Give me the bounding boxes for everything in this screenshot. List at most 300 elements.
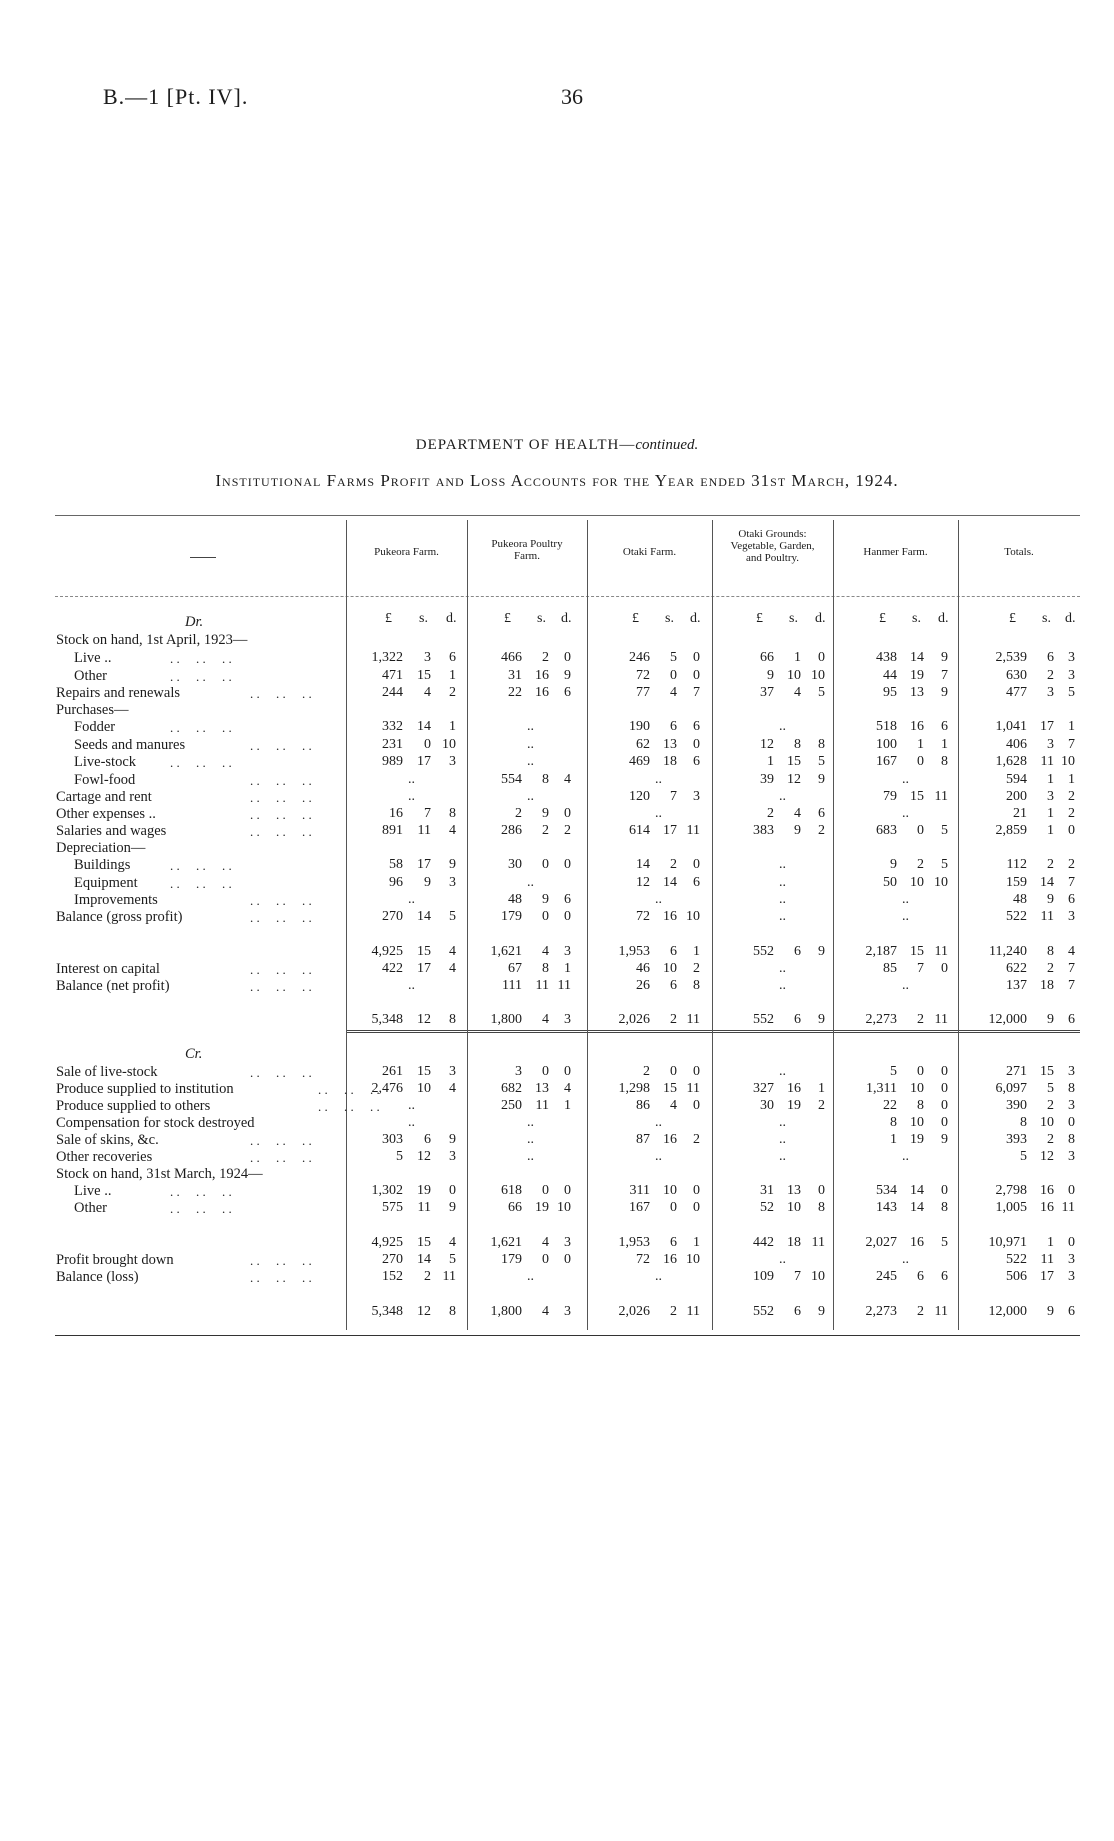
cell-pence: 8 <box>818 1200 825 1215</box>
cell-shillings: 0 <box>542 857 549 872</box>
cell-pounds: 5,348 <box>371 1012 403 1027</box>
unit-pence-2: d. <box>561 611 572 626</box>
cell-shillings: 2 <box>1047 857 1054 872</box>
leader-dots-balance_gross: . . . . . . <box>250 910 312 925</box>
cell-pence: 8 <box>818 737 825 752</box>
cell-pounds: 261 <box>382 1064 403 1079</box>
cell-shillings: 2 <box>542 650 549 665</box>
cell-pounds: 3 <box>515 1064 522 1079</box>
cell-pence: 3 <box>1068 1269 1075 1284</box>
leader-dots-sale_skins: . . . . . . <box>250 1133 312 1148</box>
cell-pounds: .. <box>527 719 534 734</box>
cell-pounds: 2,476 <box>371 1081 403 1096</box>
cell-shillings: 7 <box>424 806 431 821</box>
leader-dots-buildings: . . . . . . <box>170 858 232 873</box>
dr-total-rule-double <box>346 1032 1080 1033</box>
cell-shillings: 6 <box>794 1304 801 1319</box>
cell-shillings: 13 <box>663 737 677 752</box>
cell-pounds: .. <box>527 1149 534 1164</box>
cell-pounds: .. <box>655 1149 662 1164</box>
cell-pounds: 22 <box>508 685 522 700</box>
cell-pence: 3 <box>1068 650 1075 665</box>
cell-shillings: 16 <box>663 1132 677 1147</box>
cell-shillings: 4 <box>424 685 431 700</box>
cell-pounds: 2,273 <box>865 1304 897 1319</box>
cell-shillings: 3 <box>1047 685 1054 700</box>
cell-pence: 11 <box>686 1081 700 1096</box>
cell-pence: 2 <box>449 685 456 700</box>
column-rule-6 <box>958 520 959 1330</box>
cell-pounds: 120 <box>629 789 650 804</box>
cell-shillings: 19 <box>787 1098 801 1113</box>
cell-pounds: 66 <box>508 1200 522 1215</box>
cell-pounds: 86 <box>636 1098 650 1113</box>
cell-pounds: 552 <box>753 1304 774 1319</box>
cell-pence: 11 <box>686 823 700 838</box>
cell-pounds: .. <box>779 892 786 907</box>
label-dr: Dr. <box>185 614 204 630</box>
cell-pence: 0 <box>941 1098 948 1113</box>
unit-pence-4: d. <box>815 611 826 626</box>
cell-pounds: 2 <box>643 1064 650 1079</box>
cell-pence: 9 <box>818 1012 825 1027</box>
cell-pounds: 111 <box>502 978 522 993</box>
cell-pence: 0 <box>693 650 700 665</box>
column-rule-5 <box>833 520 834 1330</box>
cell-pence: 0 <box>1068 823 1075 838</box>
cell-pounds: 2,273 <box>865 1012 897 1027</box>
cell-pence: 6 <box>1068 1304 1075 1319</box>
cell-shillings: 13 <box>910 685 924 700</box>
cell-pounds: 31 <box>760 1183 774 1198</box>
cell-pounds: 506 <box>1006 1269 1027 1284</box>
department-title-continued: continued. <box>635 437 699 453</box>
cell-pence: 7 <box>941 668 948 683</box>
cell-shillings: 14 <box>417 719 431 734</box>
cell-pence: 0 <box>1068 1183 1075 1198</box>
cell-pounds: 552 <box>753 944 774 959</box>
leader-dots-live2: . . . . . . <box>170 1184 232 1199</box>
cell-pence: 1 <box>449 668 456 683</box>
unit-pounds-4: £ <box>756 611 763 626</box>
unit-pounds-3: £ <box>632 611 639 626</box>
label-fodder: Fodder <box>74 719 116 735</box>
cell-pence: 9 <box>449 1132 456 1147</box>
cell-shillings: 17 <box>417 961 431 976</box>
cell-shillings: 14 <box>910 650 924 665</box>
cell-pounds: 1,041 <box>995 719 1027 734</box>
cell-pounds: 522 <box>1006 1252 1027 1267</box>
label-live: Live .. <box>74 650 112 666</box>
cell-pounds: 989 <box>382 754 403 769</box>
cell-shillings: 8 <box>542 772 549 787</box>
cell-pence: 10 <box>442 737 456 752</box>
cell-pence: 11 <box>686 1304 700 1319</box>
cell-pounds: 1 <box>767 754 774 769</box>
cell-shillings: 2 <box>917 857 924 872</box>
label-stock_open: Stock on hand, 1st April, 1923— <box>56 632 248 648</box>
cell-pence: 9 <box>449 857 456 872</box>
unit-shillings-1: s. <box>419 611 428 626</box>
cell-pence: 11 <box>934 1012 948 1027</box>
label-produce_others: Produce supplied to others <box>56 1098 211 1114</box>
unit-pounds-6: £ <box>1009 611 1016 626</box>
label-compensation: Compensation for stock destroyed <box>56 1115 255 1131</box>
cell-pence: 5 <box>449 1252 456 1267</box>
leader-dots-livestock: . . . . . . <box>170 755 232 770</box>
cell-pounds: 438 <box>876 650 897 665</box>
cell-pounds: 683 <box>876 823 897 838</box>
cell-shillings: 1 <box>1047 823 1054 838</box>
cell-shillings: 6 <box>794 944 801 959</box>
label-buildings: Buildings <box>74 857 131 873</box>
cell-shillings: 0 <box>670 1200 677 1215</box>
cell-shillings: 6 <box>1047 650 1054 665</box>
cell-shillings: 12 <box>417 1149 431 1164</box>
cell-shillings: 10 <box>787 1200 801 1215</box>
label-fowlfood: Fowl-food <box>74 772 136 788</box>
cell-shillings: 2 <box>917 1012 924 1027</box>
cell-pounds: 21 <box>1013 806 1027 821</box>
cell-shillings: 11 <box>417 1200 431 1215</box>
cell-shillings: 19 <box>417 1183 431 1198</box>
label-balance_net: Balance (net profit) <box>56 978 170 994</box>
label-depreciation: Depreciation— <box>56 840 146 856</box>
cell-pence: 4 <box>449 1235 456 1250</box>
cell-pounds: 1,800 <box>490 1304 522 1319</box>
cell-shillings: 17 <box>417 754 431 769</box>
cell-pounds: 152 <box>382 1269 403 1284</box>
cell-pounds: 1,322 <box>371 650 403 665</box>
cell-pounds: 72 <box>636 909 650 924</box>
cell-pounds: .. <box>655 806 662 821</box>
cell-shillings: 1 <box>794 650 801 665</box>
label-purchases: Purchases— <box>56 702 129 718</box>
cell-pence: 0 <box>818 650 825 665</box>
cell-pounds: 179 <box>501 909 522 924</box>
cell-shillings: 2 <box>917 1304 924 1319</box>
cell-pence: 10 <box>686 909 700 924</box>
cell-pounds: 30 <box>508 857 522 872</box>
cell-pence: 8 <box>941 754 948 769</box>
cell-pounds: 112 <box>1006 857 1027 872</box>
label-other: Other <box>74 668 108 684</box>
cell-shillings: 2 <box>424 1269 431 1284</box>
cell-pence: 0 <box>941 961 948 976</box>
cell-pounds: 77 <box>636 685 650 700</box>
column-rule-3 <box>587 520 588 1330</box>
leader-dots-produce_inst: . . . . . . <box>318 1082 380 1097</box>
cell-pence: 7 <box>1068 875 1075 890</box>
leader-dots-improvements: . . . . . . <box>250 893 312 908</box>
cell-shillings: 13 <box>787 1183 801 1198</box>
cell-pounds: 2,539 <box>995 650 1027 665</box>
cell-pence: 6 <box>818 806 825 821</box>
cell-pounds: .. <box>408 892 415 907</box>
cell-pence: 10 <box>686 1252 700 1267</box>
cell-shillings: 16 <box>1040 1200 1054 1215</box>
cell-pounds: 327 <box>753 1081 774 1096</box>
department-title <box>0 437 1114 454</box>
cell-pounds: 4,925 <box>371 1235 403 1250</box>
cell-pounds: .. <box>655 1115 662 1130</box>
cell-pounds: 471 <box>382 668 403 683</box>
cell-shillings: 10 <box>910 1115 924 1130</box>
cell-shillings: 0 <box>917 1064 924 1079</box>
cell-pounds: 442 <box>753 1235 774 1250</box>
cell-shillings: 4 <box>542 944 549 959</box>
cell-pence: 0 <box>564 1183 571 1198</box>
label-repairs: Repairs and renewals <box>56 685 181 701</box>
cell-shillings: 3 <box>1047 789 1054 804</box>
cell-pence: 0 <box>941 1081 948 1096</box>
cell-pounds: 1,953 <box>618 1235 650 1250</box>
cell-shillings: 6 <box>670 719 677 734</box>
label-equipment: Equipment <box>74 875 138 891</box>
cell-pounds: 622 <box>1006 961 1027 976</box>
cell-pounds: .. <box>902 892 909 907</box>
cell-pounds: 109 <box>753 1269 774 1284</box>
unit-pence-3: d. <box>690 611 701 626</box>
cell-shillings: 11 <box>1040 909 1054 924</box>
cell-shillings: 0 <box>670 668 677 683</box>
cell-pence: 4 <box>564 772 571 787</box>
cell-shillings: 5 <box>1047 1081 1054 1096</box>
cell-pounds: .. <box>902 806 909 821</box>
cell-pence: 0 <box>564 1252 571 1267</box>
cell-pence: 4 <box>449 1081 456 1096</box>
cell-pounds: 630 <box>1006 668 1027 683</box>
cell-pounds: .. <box>408 978 415 993</box>
cell-shillings: 16 <box>910 1235 924 1250</box>
cell-pence: 8 <box>449 1304 456 1319</box>
cell-pounds: 85 <box>883 961 897 976</box>
cell-pounds: 22 <box>883 1098 897 1113</box>
cell-pounds: 167 <box>629 1200 650 1215</box>
cell-pence: 0 <box>564 909 571 924</box>
cell-pounds: 477 <box>1006 685 1027 700</box>
leader-dots-cartage: . . . . . . <box>250 790 312 805</box>
cell-shillings: 9 <box>1047 1304 1054 1319</box>
cell-pounds: .. <box>779 978 786 993</box>
cell-pence: 0 <box>564 650 571 665</box>
cell-shillings: 9 <box>1047 892 1054 907</box>
column-header-3: Otaki Farm. <box>622 546 677 558</box>
cell-pence: 9 <box>941 650 948 665</box>
cell-pence: 0 <box>564 1064 571 1079</box>
cell-shillings: 2 <box>670 1304 677 1319</box>
cell-pence: 0 <box>941 1183 948 1198</box>
cell-pence: 3 <box>564 1304 571 1319</box>
cell-shillings: 10 <box>417 1081 431 1096</box>
cell-pence: 8 <box>449 1012 456 1027</box>
cell-pence: 1 <box>449 719 456 734</box>
cell-shillings: 18 <box>1040 978 1054 993</box>
cell-shillings: 13 <box>535 1081 549 1096</box>
cell-shillings: 10 <box>787 668 801 683</box>
department-title-text: DEPARTMENT OF HEALTH— <box>415 437 636 453</box>
cell-shillings: 14 <box>910 1200 924 1215</box>
cell-pounds: 5 <box>1020 1149 1027 1164</box>
cell-pence: 2 <box>564 823 571 838</box>
cell-pence: 3 <box>449 1064 456 1079</box>
cell-pounds: 4,925 <box>371 944 403 959</box>
cell-pence: 1 <box>693 1235 700 1250</box>
cell-shillings: 16 <box>535 685 549 700</box>
label-live2: Live .. <box>74 1183 112 1199</box>
cell-pence: 1 <box>693 944 700 959</box>
cell-shillings: 14 <box>417 909 431 924</box>
cell-shillings: 6 <box>424 1132 431 1147</box>
table-title: Institutional Farms Profit and Loss Accounts for the Year ended 31st March, 1924. <box>215 471 899 490</box>
cell-shillings: 1 <box>1047 806 1054 821</box>
cell-pounds: .. <box>779 719 786 734</box>
dr-total-rule <box>346 1030 1080 1031</box>
cell-pence: 0 <box>449 1183 456 1198</box>
stub-header-dash <box>190 557 216 558</box>
cell-pounds: 159 <box>1006 875 1027 890</box>
cell-pounds: 518 <box>876 719 897 734</box>
cell-pence: 3 <box>1068 1149 1075 1164</box>
cell-shillings: 9 <box>424 875 431 890</box>
cell-shillings: 12 <box>417 1304 431 1319</box>
cell-shillings: 4 <box>794 806 801 821</box>
cell-shillings: 15 <box>417 1064 431 1079</box>
cell-pounds: .. <box>779 1149 786 1164</box>
cell-pounds: .. <box>527 754 534 769</box>
cell-pounds: 9 <box>890 857 897 872</box>
cell-pounds: 1,953 <box>618 944 650 959</box>
cell-shillings: 6 <box>670 978 677 993</box>
column-header-4: Otaki Grounds: Vegetable, Garden, and Poultry. <box>730 528 815 564</box>
cell-pence: 5 <box>941 823 948 838</box>
cell-pence: 3 <box>564 1012 571 1027</box>
leader-dots-seeds: . . . . . . <box>250 738 312 753</box>
table-bottom-rule <box>55 1335 1080 1336</box>
cell-pounds: 1,298 <box>618 1081 650 1096</box>
cell-shillings: 17 <box>1040 719 1054 734</box>
cell-shillings: 14 <box>417 1252 431 1267</box>
unit-shillings-3: s. <box>665 611 674 626</box>
cell-pounds: 2,187 <box>865 944 897 959</box>
cell-pounds: 1,800 <box>490 1012 522 1027</box>
cell-pounds: 2,026 <box>618 1012 650 1027</box>
cell-shillings: 12 <box>1040 1149 1054 1164</box>
cell-pence: 0 <box>693 737 700 752</box>
cell-pence: 6 <box>941 719 948 734</box>
cell-shillings: 0 <box>542 909 549 924</box>
cell-pence: 4 <box>449 961 456 976</box>
column-header-6: Totals. <box>1004 546 1034 558</box>
cell-shillings: 11 <box>535 1098 549 1113</box>
cell-shillings: 2 <box>1047 1098 1054 1113</box>
cell-pounds: .. <box>655 1269 662 1284</box>
label-balance_gross: Balance (gross profit) <box>56 909 183 925</box>
cell-pounds: .. <box>902 978 909 993</box>
cell-pounds: 1,311 <box>866 1081 897 1096</box>
label-sale_skins: Sale of skins, &c. <box>56 1132 159 1148</box>
cell-shillings: 4 <box>542 1304 549 1319</box>
cell-shillings: 4 <box>794 685 801 700</box>
cell-pounds: 2,798 <box>995 1183 1027 1198</box>
cell-shillings: 2 <box>1047 1132 1054 1147</box>
cell-pence: 0 <box>941 1115 948 1130</box>
cell-shillings: 6 <box>794 1012 801 1027</box>
cell-pounds: 554 <box>501 772 522 787</box>
cell-pence: 10 <box>1061 754 1075 769</box>
cell-pence: 6 <box>449 650 456 665</box>
cell-shillings: 0 <box>917 823 924 838</box>
cell-pounds: 6,097 <box>995 1081 1027 1096</box>
unit-pounds-2: £ <box>504 611 511 626</box>
cell-pounds: 383 <box>753 823 774 838</box>
label-improvements: Improvements <box>74 892 158 908</box>
cell-shillings: 16 <box>787 1081 801 1096</box>
cell-pence: 8 <box>941 1200 948 1215</box>
unit-pounds-1: £ <box>385 611 392 626</box>
cell-pounds: 469 <box>629 754 650 769</box>
cell-pounds: 14 <box>636 857 650 872</box>
cell-pence: 1 <box>564 961 571 976</box>
cell-pounds: .. <box>527 1132 534 1147</box>
cell-pounds: 270 <box>382 1252 403 1267</box>
cell-shillings: 0 <box>542 1183 549 1198</box>
cell-pence: 0 <box>1068 1115 1075 1130</box>
cell-pounds: 46 <box>636 961 650 976</box>
cell-shillings: 16 <box>910 719 924 734</box>
cell-shillings: 15 <box>910 944 924 959</box>
cell-pence: 6 <box>564 685 571 700</box>
cell-shillings: 15 <box>663 1081 677 1096</box>
cell-shillings: 6 <box>917 1269 924 1284</box>
cell-pounds: 48 <box>508 892 522 907</box>
cell-pence: 10 <box>811 1269 825 1284</box>
cell-pounds: 100 <box>876 737 897 752</box>
unit-pence-6: d. <box>1065 611 1076 626</box>
cell-shillings: 15 <box>417 1235 431 1250</box>
cell-shillings: 19 <box>910 668 924 683</box>
cell-pounds: 179 <box>501 1252 522 1267</box>
cell-pounds: 614 <box>629 823 650 838</box>
cell-shillings: 7 <box>670 789 677 804</box>
header-top-rule <box>55 515 1080 516</box>
cell-pounds: 30 <box>760 1098 774 1113</box>
leader-dots-otherexp: . . . . . . <box>250 807 312 822</box>
cell-pounds: 79 <box>883 789 897 804</box>
label-cr: Cr. <box>185 1046 203 1062</box>
cell-shillings: 16 <box>1040 1183 1054 1198</box>
cell-pounds: 271 <box>1006 1064 1027 1079</box>
cell-pence: 1 <box>1068 772 1075 787</box>
cell-pounds: 62 <box>636 737 650 752</box>
cell-pounds: 16 <box>389 806 403 821</box>
cell-shillings: 4 <box>670 1098 677 1113</box>
cell-pence: 11 <box>686 1012 700 1027</box>
unit-shillings-6: s. <box>1042 611 1051 626</box>
cell-pence: 3 <box>564 944 571 959</box>
label-cartage: Cartage and rent <box>56 789 152 805</box>
leader-dots-sale_livestock: . . . . . . <box>250 1065 312 1080</box>
label-balance_loss: Balance (loss) <box>56 1269 139 1285</box>
cell-pounds: .. <box>527 737 534 752</box>
cell-pence: 0 <box>693 1098 700 1113</box>
unit-shillings-5: s. <box>912 611 921 626</box>
page-number: 36 <box>561 84 583 109</box>
cell-shillings: 11 <box>1040 754 1054 769</box>
cell-pounds: .. <box>902 1149 909 1164</box>
cell-pence: 2 <box>818 823 825 838</box>
cell-shillings: 19 <box>535 1200 549 1215</box>
